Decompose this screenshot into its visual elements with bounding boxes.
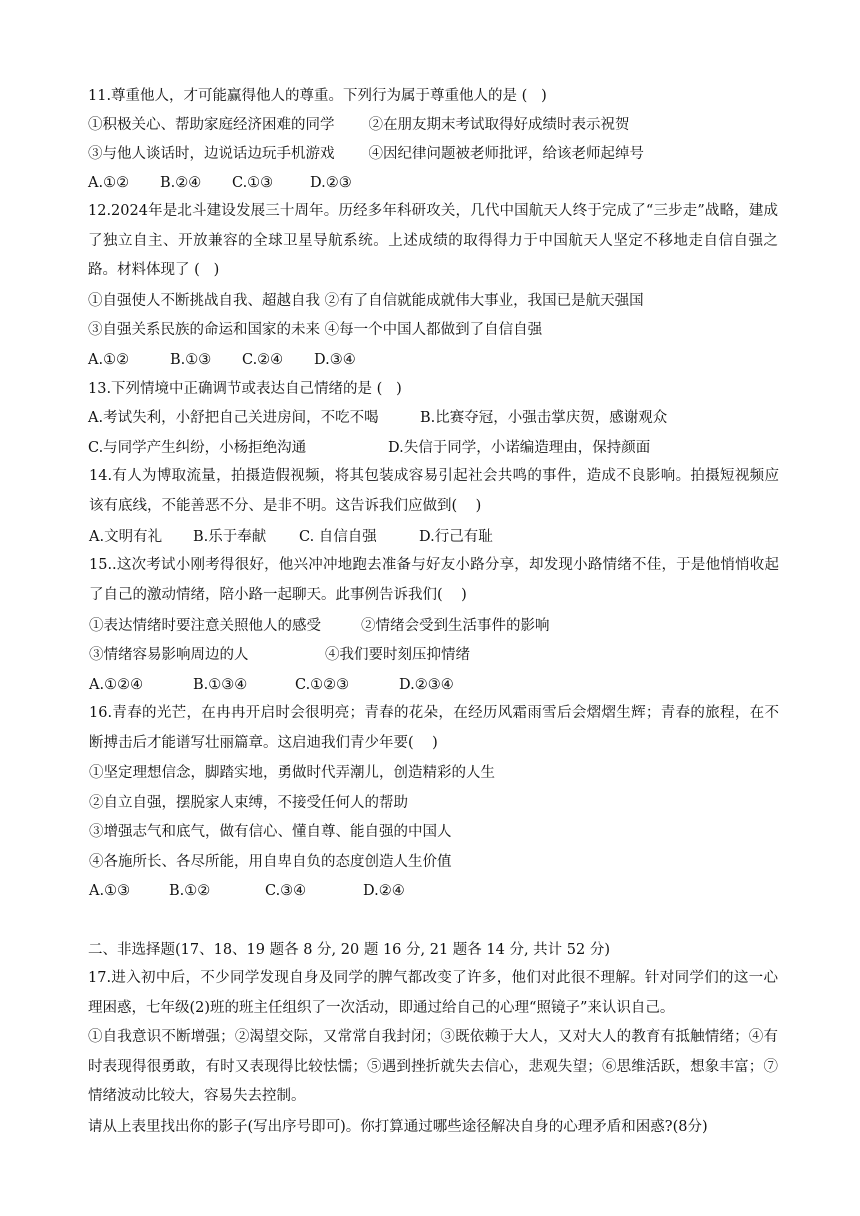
q11-options (88, 173, 352, 193)
q12-option-c: C.②④ (242, 352, 284, 368)
q11-option-a: A.①② (88, 175, 130, 191)
q15-option-a: A.①②④ (89, 677, 144, 693)
q11-option-d: D.②③ (310, 175, 352, 191)
section-heading: 二、非选择题(17、18、19 题各 8 分, 20 题 16 分, 21 题各 14 分, 共计 52 分) (88, 942, 610, 958)
q16-statement-1: ①坚定理想信念，脚踏实地，勇做时代弄潮儿，创造精彩的人生 (89, 765, 495, 781)
q13-option-d: D.失信于同学，小诺编造理由，保持颜面 (388, 440, 651, 456)
q12-option-a: A.①② (88, 352, 130, 368)
q16-option-a: A.①③ (89, 883, 131, 899)
q14-option-a: A.文明有礼 (89, 529, 163, 545)
q14-option-d: D.行己有耻 (419, 529, 493, 545)
q15-option-c: C.①②③ (295, 677, 350, 693)
q16-options (89, 881, 405, 901)
q13-option-c: C.与同学产生纠纷，小杨拒绝沟通 (88, 440, 307, 456)
q11-option-b: B.②④ (160, 175, 202, 191)
q17-trait-list: ①自我意识不断增强；②渴望交际，又常常自我封闭；③既依赖于大人，又对大人的教育有抵触情绪；④有时表现得很勇敢，有时又表现得比较怯懦；⑤遇到挫折就失去信心，悲观失望；⑥思维活跃，想象丰富；⑦情绪波动比较大，容易失去控制。 (88, 1029, 778, 1105)
q12-option-b: B.①③ (170, 352, 212, 368)
q14-option-c: C. 自信自强 (299, 529, 377, 545)
q15-stem: 15..这次考试小刚考得很好，他兴冲冲地跑去准备与好友小路分享，却发现小路情绪不佳，于是他悄悄收起了自己的激动情绪，陪小路一起聊天。此事例告诉我们( ) (89, 557, 779, 603)
q11-stem: 11.尊重他人，才可能赢得他人的尊重。下列行为属于尊重他人的是 ( ) (88, 88, 547, 104)
q16-statement-2: ②自立自强，摆脱家人束缚，不接受任何人的帮助 (89, 795, 408, 811)
q15-option-d: D.②③④ (399, 677, 454, 693)
q12-options (88, 350, 356, 370)
q11-statement-2: ②在朋友期末考试取得好成绩时表示祝贺 (368, 117, 630, 133)
q15-statements-12 (89, 616, 550, 636)
q11-statement-4: ④因纪律问题被老师批评，给该老师起绰号 (368, 146, 644, 162)
q16-option-c: C.③④ (265, 883, 307, 899)
q17-question: 请从上表里找出你的影子(写出序号即可)。你打算通过哪些途径解决自身的心理矛盾和困惑?(8分) (88, 1119, 708, 1135)
q16-option-d: D.②④ (363, 883, 405, 899)
q14-option-b: B.乐于奉献 (193, 529, 267, 545)
q14-options (89, 527, 493, 547)
q12-stem: 12.2024年是北斗建设发展三十周年。历经多年科研攻关，几代中国航天人终于完成了“三步走”战略，建成了独立自主、开放兼容的全球卫星导航系统。上述成绩的取得得力于中国航天人坚定不移地走自信自强之路。材料体现了 ( ) (88, 203, 778, 279)
q14-stem: 14.有人为博取流量，拍摄造假视频，将其包装成容易引起社会共鸣的事件，造成不良影响。拍摄短视频应该有底线，不能善恶不分、是非不明。这告诉我们应做到( ) (89, 468, 779, 514)
q16-stem: 16.青春的光芒，在冉冉开启时会很明亮；青春的花朵，在经历风霜雨雪后会熠熠生辉；青春的旅程，在不断搏击后才能谱写壮丽篇章。这启迪我们青少年要( ) (89, 705, 779, 751)
q15-statements-34 (89, 645, 470, 665)
q12-option-d: D.③④ (314, 352, 356, 368)
q11-statements-34 (88, 144, 644, 164)
q17-stem: 17.进入初中后，不少同学发现自身及同学的脾气都改变了许多，他们对此很不理解。针对同学们的这一心理困惑，七年级(2)班的班主任组织了一次活动，即通过给自己的心理“照镜子”来认识自己。 (88, 970, 778, 1016)
q11-statement-3: ③与他人谈话时，边说话边玩手机游戏 (88, 146, 335, 162)
q11-statement-1: ①积极关心、帮助家庭经济困难的同学 (88, 117, 335, 133)
q13-options-cd (88, 438, 650, 458)
q13-option-a: A.考试失利，小舒把自己关进房间，不吃不喝 (88, 410, 379, 426)
q13-stem: 13.下列情境中正确调节或表达自己情绪的是 ( ) (88, 381, 402, 397)
q13-option-b: B.比赛夺冠，小强击掌庆贺，感谢观众 (420, 410, 668, 426)
q11-option-c: C.①③ (232, 175, 274, 191)
q15-statement-1: ①表达情绪时要注意关照他人的感受 (89, 618, 321, 634)
q16-statement-3: ③增强志气和底气，做有信心、懂自尊、能自强的中国人 (89, 824, 452, 840)
q11-statements-12 (88, 115, 630, 135)
q12-statements-34: ③自强关系民族的命运和国家的未来 ④每一个中国人都做到了自信自强 (88, 322, 543, 338)
q15-statement-4: ④我们要时刻压抑情绪 (325, 647, 470, 663)
q15-statement-2: ②情绪会受到生活事件的影响 (361, 618, 550, 634)
q15-options (89, 675, 454, 695)
q13-options-ab (88, 408, 667, 428)
q16-statement-4: ④各施所长、各尽所能，用自卑自负的态度创造人生价值 (89, 854, 452, 870)
q16-option-b: B.①② (169, 883, 211, 899)
q12-statements-12: ①自强使人不断挑战自我、超越自我 ②有了自信就能成就伟大事业，我国已是航天强国 (88, 293, 644, 309)
q15-statement-3: ③情绪容易影响周边的人 (89, 647, 249, 663)
q15-option-b: B.①③④ (193, 677, 248, 693)
